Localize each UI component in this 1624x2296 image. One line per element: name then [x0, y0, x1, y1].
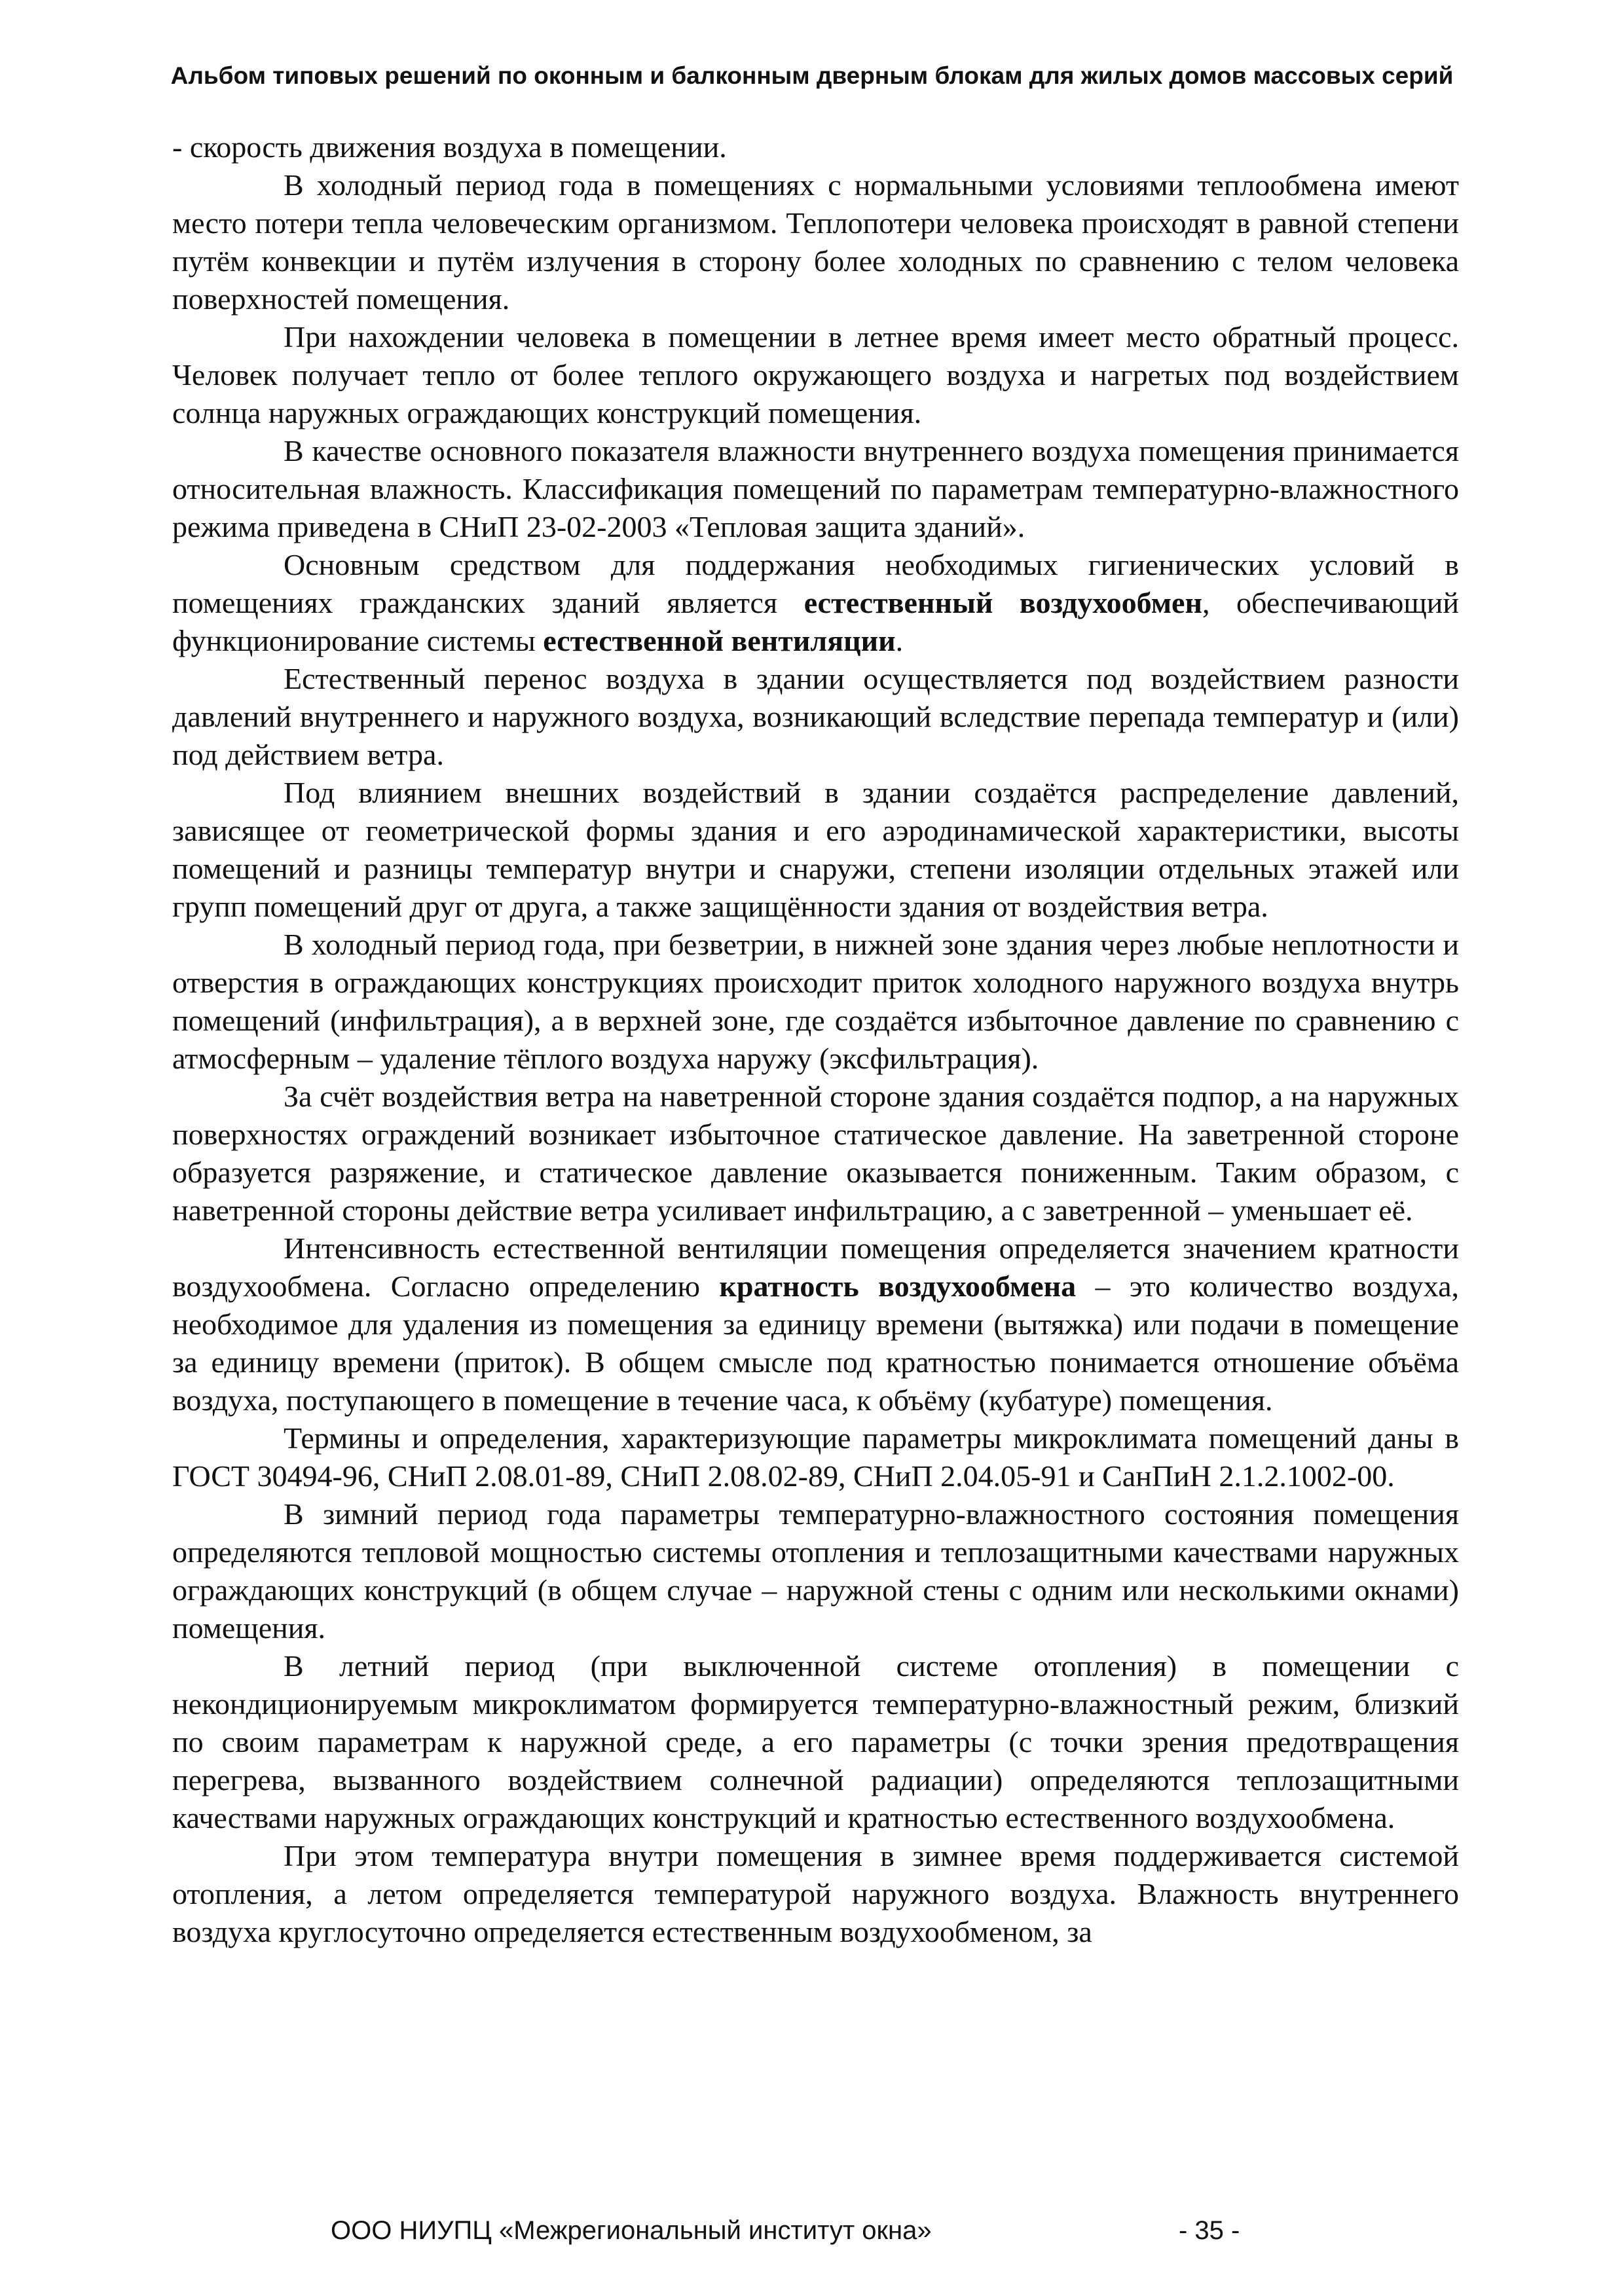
- paragraph-summer-reverse-process: При нахождении человека в помещении в летнее время имеет место обратный процесс. Человек получает тепло от более теплого окружающего воздуха и нагретых под воздействием солнца наружных ограждающих конструкций помещения.: [172, 320, 1459, 429]
- bold-term-air-exchange-rate: кратность воздухообмена: [719, 1269, 1077, 1303]
- footer-organization: ООО НИУПЦ «Межрегиональный институт окна»: [331, 2216, 932, 2245]
- paragraph-indoor-temperature: При этом температура внутри помещения в зимнее время поддерживается системой отопления, а летом определяется температурой наружного воздуха. Влажность внутреннего воздуха круглосуточно определяется естественным воздухообменом, за: [172, 1839, 1459, 1948]
- paragraph-relative-humidity: В качестве основного показателя влажности внутреннего воздуха помещения принимается относительная влажность. Классификация помещений по параметрам температурно-влажностного режима приведена в СНиП 23-02-2003 «Тепловая защита зданий».: [172, 434, 1459, 543]
- bold-term-natural-air-exchange: естественный воздухообмен: [803, 586, 1202, 619]
- bold-term-natural-ventilation: естественной вентиляции: [543, 624, 896, 657]
- paragraph-text: .: [895, 624, 904, 657]
- paragraph-text: Интенсивность естественной вентиляции помещения определяется значением кратности воздухообмена. Согласно определению: [172, 1231, 1459, 1303]
- paragraph-summer-period: В летний период (при выключенной системе отопления) в помещении с некондиционируемым микроклиматом формируется температурно-влажностный режим, близкий по своим параметрам к наружной среде, а его параметры (с точки зрения предотвращения перегрева, вызванного воздействием солнечной радиации) определяются теплозащитными качествами наружных ограждающих конструкций и кратностью естественного воздухообмена.: [172, 1649, 1459, 1834]
- paragraph-natural-air-transfer: Естественный перенос воздуха в здании осуществляется под воздействием разности давлений внутреннего и наружного воздуха, возникающий вследствие перепада температур и (или) под действием ветра.: [172, 662, 1459, 771]
- paragraph-infiltration: В холодный период года, при безветрии, в нижней зоне здания через любые неплотности и отверстия в ограждающих конструкциях происходит приток холодного наружного воздуха внутрь помещений (инфильтрация), а в верхней зоне, где создаётся избыточное давление по сравнению с атмосферным – удаление тёплого воздуха наружу (эксфильтрация).: [172, 928, 1459, 1075]
- paragraph-terms-definitions: Термины и определения, характеризующие параметры микроклимата помещений даны в ГОСТ 30494-96, СНиП 2.08.01-89, СНиП 2.08.02-89, СНиП 2.04.05-91 и СанПиН 2.1.2.1002-00.: [172, 1421, 1459, 1493]
- paragraph-pressure-distribution: Под влиянием внешних воздействий в здании создаётся распределение давлений, зависящее от геометрической формы здания и его аэродинамической характеристики, высоты помещений и разницы температур внутри и снаружи, степени изоляции отдельных этажей или групп помещений друг от друга, а также защищённости здания от воздействия ветра.: [172, 776, 1459, 923]
- paragraph-text: , обеспечивающий функционирование системы: [172, 586, 1459, 657]
- paragraph-winter-period: В зимний период года параметры температурно-влажностного состояния помещения определяются тепловой мощностью системы отопления и теплозащитными качествами наружных ограждающих конструкций (в общем случае – наружной стены с одним или несколькими окнами) помещения.: [172, 1497, 1459, 1645]
- album-header: Альбом типовых решений по оконным и балконным дверным блокам для жилых домов массовых серий: [170, 62, 1454, 89]
- paragraph-air-exchange-rate: [172, 1230, 1459, 1419]
- paragraph-text: Основным средством для поддержания необходимых гигиенических условий в помещениях гражданских зданий является: [172, 548, 1459, 619]
- paragraph-text: – это количество воздуха, необходимое для удаления из помещения за единицу времени (вытяжка) или подачи в помещение за единицу времени (приток). В общем смысле под кратностью понимается отношение объёма воздуха, поступающего в помещение в течение часа, к объёму (кубатуре) помещения.: [172, 1269, 1459, 1417]
- paragraph-natural-air-exchange: [172, 546, 1459, 660]
- page-number: - 35 -: [1179, 2216, 1240, 2245]
- paragraph-wind-effect: За счёт воздействия ветра на наветренной стороне здания создаётся подпор, а на наружных поверхностях ограждений возникает избыточное статическое давление. На заветренной стороне образуется разряжение, и статическое давление оказывается пониженным. Таким образом, с наветренной стороны действие ветра усиливает инфильтрацию, а с заветренной – уменьшает её.: [172, 1080, 1459, 1227]
- paragraph-air-speed: - скорость движения воздуха в помещении.: [172, 130, 727, 164]
- page-footer: [0, 2216, 1624, 2255]
- body-text: [172, 128, 1459, 1951]
- paragraph-cold-period-heat-loss: В холодный период года в помещениях с нормальными условиями теплообмена имеют место потери тепла человеческим организмом. Теплопотери человека происходят в равной степени путём конвекции и путём излучения в сторону более холодных по сравнению с телом человека поверхностей помещения.: [172, 168, 1459, 316]
